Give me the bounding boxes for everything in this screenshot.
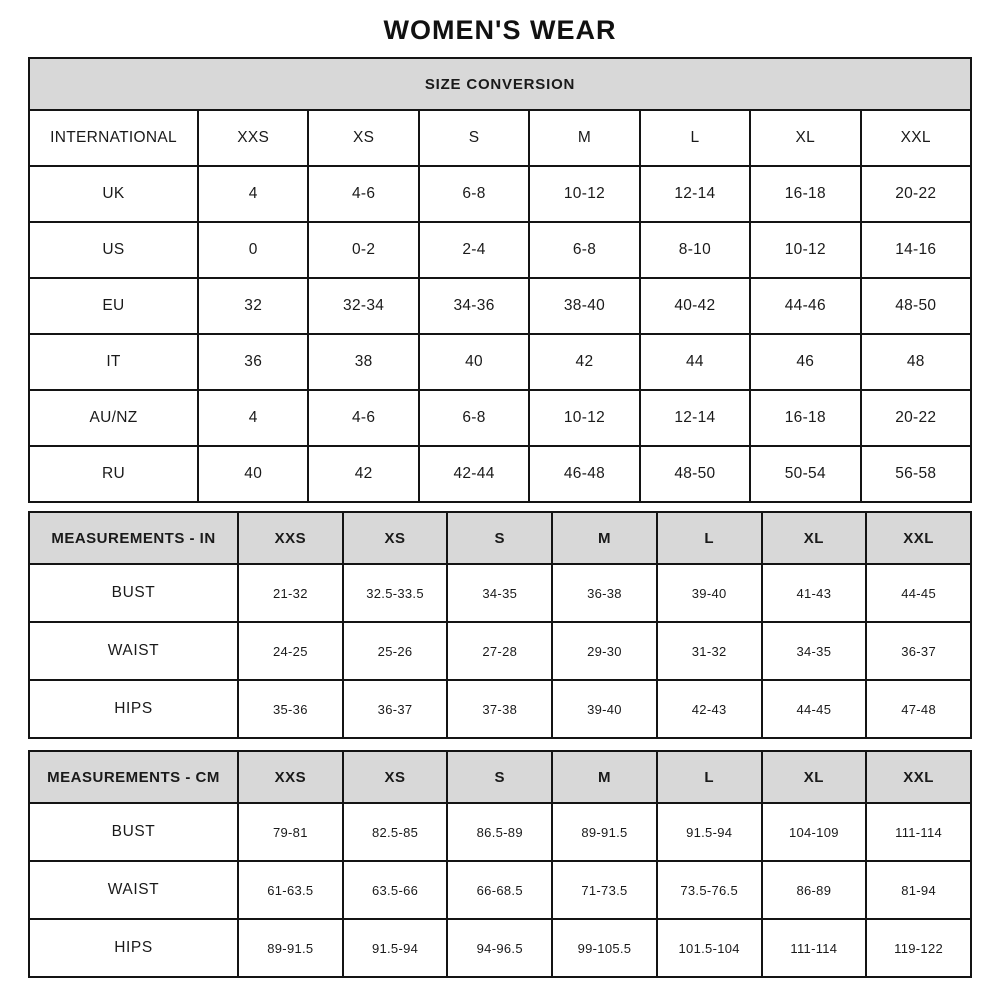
size-cell: 10-12 xyxy=(750,222,860,278)
measurement-cell: 81-94 xyxy=(866,861,971,919)
size-cell: 44 xyxy=(640,334,750,390)
measurement-cell: 41-43 xyxy=(762,564,867,622)
size-cell: 4 xyxy=(198,390,308,446)
table-row-uk xyxy=(29,166,971,222)
row-label-waist: WAIST xyxy=(29,861,238,919)
size-cell: 38-40 xyxy=(529,278,639,334)
row-label-hips: HIPS xyxy=(29,919,238,977)
row-label-eu: EU xyxy=(29,278,198,334)
measurement-cell: 36-37 xyxy=(866,622,971,680)
measurement-cell: 82.5-85 xyxy=(343,803,448,861)
row-label-us: US xyxy=(29,222,198,278)
measurement-cell: 101.5-104 xyxy=(657,919,762,977)
measurement-cell: 73.5-76.5 xyxy=(657,861,762,919)
column-header-xl: XL xyxy=(762,512,867,564)
size-cell: 8-10 xyxy=(640,222,750,278)
size-cell: 16-18 xyxy=(750,166,860,222)
size-cell: 46 xyxy=(750,334,860,390)
column-header-m: M xyxy=(529,110,639,166)
column-header-international: INTERNATIONAL xyxy=(29,110,198,166)
column-header-s: S xyxy=(419,110,529,166)
column-header-xxs: XXS xyxy=(238,512,343,564)
table-row-aunz xyxy=(29,390,971,446)
size-cell: 46-48 xyxy=(529,446,639,502)
measurement-cell: 94-96.5 xyxy=(447,919,552,977)
size-cell: 12-14 xyxy=(640,390,750,446)
measurement-cell: 91.5-94 xyxy=(657,803,762,861)
measurement-cell: 24-25 xyxy=(238,622,343,680)
size-cell: 16-18 xyxy=(750,390,860,446)
column-header-m: M xyxy=(552,512,657,564)
measurement-cell: 25-26 xyxy=(343,622,448,680)
size-cell: 10-12 xyxy=(529,166,639,222)
measurements-in-header: MEASUREMENTS - IN xyxy=(29,512,238,564)
column-header-xxs: XXS xyxy=(198,110,308,166)
measurement-cell: 37-38 xyxy=(447,680,552,738)
row-label-ru: RU xyxy=(29,446,198,502)
size-cell: 42 xyxy=(529,334,639,390)
table-row-waist-in xyxy=(29,622,971,680)
size-cell: 32 xyxy=(198,278,308,334)
size-cell: 40 xyxy=(198,446,308,502)
row-label-uk: UK xyxy=(29,166,198,222)
size-cell: 44-46 xyxy=(750,278,860,334)
measurements-cm-header-row xyxy=(29,751,971,803)
measurement-cell: 86.5-89 xyxy=(447,803,552,861)
column-header-xxl: XXL xyxy=(866,512,971,564)
measurement-cell: 29-30 xyxy=(552,622,657,680)
measurement-cell: 111-114 xyxy=(866,803,971,861)
size-cell: 4-6 xyxy=(308,166,418,222)
size-cell: 50-54 xyxy=(750,446,860,502)
measurement-cell: 21-32 xyxy=(238,564,343,622)
size-cell: 48-50 xyxy=(640,446,750,502)
size-cell: 34-36 xyxy=(419,278,529,334)
measurement-cell: 89-91.5 xyxy=(238,919,343,977)
size-cell: 6-8 xyxy=(419,390,529,446)
measurement-cell: 36-38 xyxy=(552,564,657,622)
size-cell: 12-14 xyxy=(640,166,750,222)
size-cell: 36 xyxy=(198,334,308,390)
measurement-cell: 119-122 xyxy=(866,919,971,977)
column-header-xxl: XXL xyxy=(861,110,971,166)
size-cell: 0-2 xyxy=(308,222,418,278)
size-conversion-columns-row xyxy=(29,110,971,166)
measurement-cell: 27-28 xyxy=(447,622,552,680)
table-row-eu xyxy=(29,278,971,334)
size-cell: 32-34 xyxy=(308,278,418,334)
column-header-m: M xyxy=(552,751,657,803)
measurement-cell: 44-45 xyxy=(762,680,867,738)
size-cell: 38 xyxy=(308,334,418,390)
size-conversion-header: SIZE CONVERSION xyxy=(29,58,971,110)
size-cell: 0 xyxy=(198,222,308,278)
measurements-in-header-row xyxy=(29,512,971,564)
size-cell: 48-50 xyxy=(861,278,971,334)
size-cell: 4 xyxy=(198,166,308,222)
size-cell: 20-22 xyxy=(861,390,971,446)
measurement-cell: 34-35 xyxy=(762,622,867,680)
column-header-s: S xyxy=(447,751,552,803)
column-header-xs: XS xyxy=(343,751,448,803)
size-cell: 6-8 xyxy=(529,222,639,278)
row-label-it: IT xyxy=(29,334,198,390)
column-header-xs: XS xyxy=(308,110,418,166)
measurements-cm-table xyxy=(28,750,972,978)
row-label-bust: BUST xyxy=(29,803,238,861)
measurement-cell: 79-81 xyxy=(238,803,343,861)
measurement-cell: 34-35 xyxy=(447,564,552,622)
measurement-cell: 35-36 xyxy=(238,680,343,738)
size-cell: 14-16 xyxy=(861,222,971,278)
measurement-cell: 104-109 xyxy=(762,803,867,861)
size-cell: 10-12 xyxy=(529,390,639,446)
table-row-bust-cm xyxy=(29,803,971,861)
column-header-l: L xyxy=(657,751,762,803)
column-header-xl: XL xyxy=(762,751,867,803)
row-label-hips: HIPS xyxy=(29,680,238,738)
measurement-cell: 42-43 xyxy=(657,680,762,738)
measurements-in-table xyxy=(28,511,972,739)
table-row-waist-cm xyxy=(29,861,971,919)
table-row-us xyxy=(29,222,971,278)
measurement-cell: 89-91.5 xyxy=(552,803,657,861)
measurement-cell: 86-89 xyxy=(762,861,867,919)
measurement-cell: 36-37 xyxy=(343,680,448,738)
measurement-cell: 32.5-33.5 xyxy=(343,564,448,622)
measurement-cell: 111-114 xyxy=(762,919,867,977)
measurement-cell: 61-63.5 xyxy=(238,861,343,919)
measurement-cell: 71-73.5 xyxy=(552,861,657,919)
measurement-cell: 44-45 xyxy=(866,564,971,622)
measurement-cell: 31-32 xyxy=(657,622,762,680)
row-label-waist: WAIST xyxy=(29,622,238,680)
size-cell: 48 xyxy=(861,334,971,390)
table-row-bust-in xyxy=(29,564,971,622)
size-cell: 40-42 xyxy=(640,278,750,334)
size-cell: 4-6 xyxy=(308,390,418,446)
column-header-s: S xyxy=(447,512,552,564)
measurements-cm-header: MEASUREMENTS - CM xyxy=(29,751,238,803)
measurement-cell: 63.5-66 xyxy=(343,861,448,919)
size-cell: 6-8 xyxy=(419,166,529,222)
table-row-hips-cm xyxy=(29,919,971,977)
table-row-it xyxy=(29,334,971,390)
measurement-cell: 91.5-94 xyxy=(343,919,448,977)
column-header-xs: XS xyxy=(343,512,448,564)
column-header-xl: XL xyxy=(750,110,860,166)
size-cell: 42-44 xyxy=(419,446,529,502)
measurement-cell: 47-48 xyxy=(866,680,971,738)
size-cell: 42 xyxy=(308,446,418,502)
size-conversion-title-row xyxy=(29,58,971,110)
size-cell: 56-58 xyxy=(861,446,971,502)
row-label-bust: BUST xyxy=(29,564,238,622)
table-row-hips-in xyxy=(29,680,971,738)
row-label-aunz: AU/NZ xyxy=(29,390,198,446)
measurement-cell: 39-40 xyxy=(657,564,762,622)
measurement-cell: 99-105.5 xyxy=(552,919,657,977)
size-cell: 20-22 xyxy=(861,166,971,222)
column-header-l: L xyxy=(640,110,750,166)
size-cell: 2-4 xyxy=(419,222,529,278)
column-header-l: L xyxy=(657,512,762,564)
measurement-cell: 39-40 xyxy=(552,680,657,738)
table-row-ru xyxy=(29,446,971,502)
size-conversion-table xyxy=(28,57,972,503)
measurement-cell: 66-68.5 xyxy=(447,861,552,919)
page-title: WOMEN'S WEAR xyxy=(383,15,617,45)
size-cell: 40 xyxy=(419,334,529,390)
column-header-xxl: XXL xyxy=(866,751,971,803)
column-header-xxs: XXS xyxy=(238,751,343,803)
